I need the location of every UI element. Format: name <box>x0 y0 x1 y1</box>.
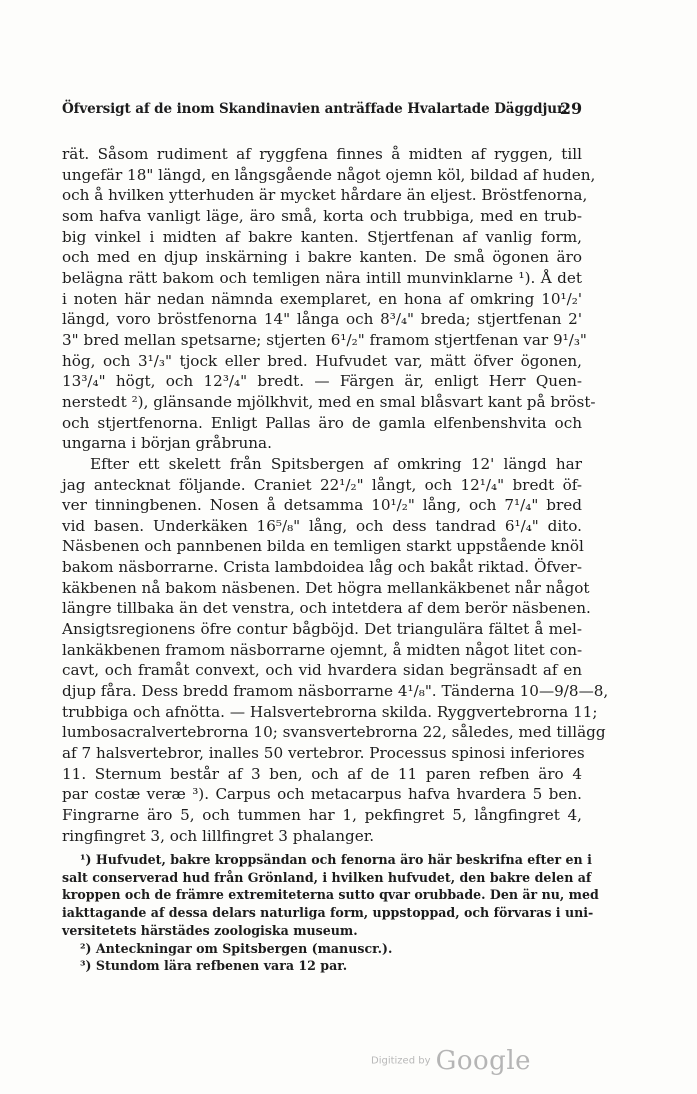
text-line: Ansigtsregionens öfre contur bågböjd. Det triangulära fältet å mel- <box>62 620 582 639</box>
text-line: och å hvilken ytterhuden är mycket hårdare än eljest. Bröstfenorna, <box>62 186 588 205</box>
text-line: ungefär 18" längd, en långsgående något ojemn köl, bildad af huden, <box>62 165 596 184</box>
digitized-by-label: Digitized by <box>371 1055 431 1067</box>
text-line: belägna rätt bakom och temligen nära intill munvinklarne ¹). Å det <box>62 268 582 287</box>
text-line: nerstedt ²), glänsande mjölkhvit, med en smal blåsvart kant på bröst- <box>62 392 596 411</box>
text-line: Efter ett skelett från Spitsbergen af omkring 12' längd har <box>90 454 582 473</box>
text-line: längd, voro bröstfenorna 14" långa och 8³/₄" breda; stjertfenan 2' <box>62 310 582 329</box>
text-line: 3" bred mellan spetsarne; stjerten 6¹/₂" framom stjertfenan var 9¹/₃" <box>62 330 587 349</box>
google-logo: Google <box>435 1046 532 1076</box>
text-line: par costæ veræ ³). Carpus och metacarpus hafva hvardera 5 ben. <box>62 785 582 804</box>
main-text <box>62 144 609 846</box>
text-line: af 7 halsvertebror, inalles 50 vertebror. Processus spinosi inferiores <box>62 744 585 763</box>
footnote-line: ¹) Hufvudet, bakre kroppsändan och fenorna äro här beskrifna efter en i <box>80 852 592 867</box>
page-number: 29 <box>559 99 582 118</box>
text-line: trubbiga och afnötta. — Halsvertebrorna skilda. Ryggvertebrorna 11; <box>62 702 598 721</box>
text-line: lumbosacralvertebrorna 10; svansvertebrorna 22, således, med tillägg <box>62 723 606 742</box>
text-line: cavt, och framåt convext, och vid hvardera sidan begränsadt af en <box>62 661 582 680</box>
footnote-line: iakttagande af dessa delars naturliga form, uppstoppad, och förvaras i uni- <box>62 905 594 921</box>
text-line: ver tinningbenen. Nosen å detsamma 10¹/₂" lång, och 7¹/₄" bred <box>62 496 582 515</box>
text-line: längre tillbaka än det venstra, och intetdera af dem berör näsbenen. <box>62 599 591 618</box>
text-line: 13³/₄" högt, och 12³/₄" bredt. — Färgen är, enligt Herr Quen- <box>62 372 582 391</box>
running-title: Öfversigt af de inom Skandinavien anträffade Hvalartade Däggdjur. <box>62 101 568 117</box>
text-line: Näsbenen och pannbenen bilda en temligen starkt uppstående knöl <box>62 537 584 556</box>
running-header <box>62 101 582 117</box>
digitized-by-google-watermark <box>371 1046 531 1076</box>
text-line: 11. Sternum består af 3 ben, och af de 11 paren refben äro 4 <box>62 764 582 783</box>
text-line: käkbenen nå bakom näsbenen. Det högra mellankäkbenet når något <box>62 578 590 597</box>
footnote-line: salt conserverad hud från Grönland, i hvilken hufvudet, den bakre delen af <box>62 869 592 885</box>
text-line: hög, och 3¹/₃" tjock eller bred. Hufvudet var, mätt öfver ögonen, <box>62 351 582 370</box>
footnotes <box>62 851 599 975</box>
footnote-line: ³) Stundom lära refbenen vara 12 par. <box>80 958 348 974</box>
footnote-line: kroppen och de främre extremiteterna sutto qvar orubbade. Den är nu, med <box>62 887 599 903</box>
text-line: i noten här nedan nämnda exemplaret, en hona af omkring 10¹/₂' <box>62 289 582 308</box>
text-line: rät. Såsom rudiment af ryggfena finnes å midten af ryggen, till <box>62 145 582 163</box>
text-line: ringfingret 3, och lillfingret 3 phalanger. <box>62 826 375 845</box>
text-line: och med en djup inskärning i bakre kanten. De små ögonen äro <box>62 248 582 267</box>
text-line: vid basen. Underkäken 16⁵/₈" lång, och dess tandrad 6¹/₄" dito. <box>62 516 582 535</box>
text-line: bakom näsborrarne. Crista lambdoidea låg och bakåt riktad. Öfver- <box>62 558 582 577</box>
text-line: ungarna i början gråbruna. <box>62 434 272 453</box>
text-line: djup fåra. Dess bredd framom näsborrarne 4¹/₈". Tänderna 10—9/8—8, <box>62 682 609 701</box>
text-line: jag antecknat följande. Craniet 22¹/₂" långt, och 12¹/₄" bredt öf- <box>62 475 582 494</box>
text-line: lankäkbenen framom näsborrarne ojemnt, å midten något litet con- <box>62 640 583 659</box>
text-line: Fingrarne äro 5, och tummen har 1, pekfingret 5, långfingret 4, <box>62 806 582 824</box>
text-line: och stjertfenorna. Enligt Pallas äro de gamla elfenbenshvita och <box>62 413 582 432</box>
text-line: som hafva vanligt läge, äro små, korta och trubbiga, med en trub- <box>62 206 582 225</box>
text-line: big vinkel i midten af bakre kanten. Stjertfenan af vanlig form, <box>62 227 582 246</box>
footnote-line: versitetets härstädes zoologiska museum. <box>62 922 358 938</box>
footnote-line: ²) Anteckningar om Spitsbergen (manuscr.). <box>80 940 393 956</box>
